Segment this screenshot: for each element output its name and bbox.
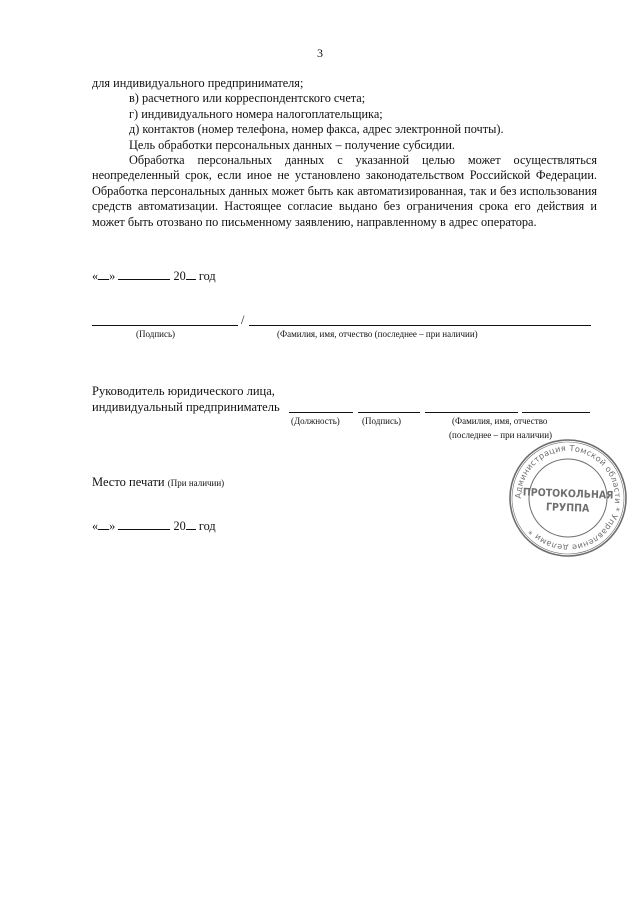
head-signature-underline bbox=[358, 412, 420, 413]
page-number: 3 bbox=[317, 46, 323, 60]
head-label-line-2: индивидуальный предприниматель bbox=[92, 399, 280, 414]
consent-body bbox=[92, 76, 597, 230]
seal-label: Место печати bbox=[92, 475, 165, 489]
head-name-caption-1: (Фамилия, имя, отчество bbox=[452, 416, 548, 426]
purpose-paragraph: Цель обработки персональных данных – получение субсидии. bbox=[129, 137, 456, 152]
signature-caption: (Подпись) bbox=[136, 329, 176, 339]
name-underline bbox=[249, 325, 591, 326]
head-signature-caption: (Подпись) bbox=[362, 416, 402, 426]
seal-place bbox=[92, 475, 224, 490]
date-line-1: « » 20 год bbox=[92, 269, 216, 283]
head-label bbox=[92, 384, 280, 415]
svg-text:ПРОТОКОЛЬНАЯ: ПРОТОКОЛЬНАЯ bbox=[522, 486, 614, 502]
processing-paragraph: Обработка персональных данных с указанной целью может осуществляться неопределенный срок, если иное не установлено законодательством Российской Федерации. Обработка персональных данных может быть как автоматизированная, так и без использования средств автоматизации. Настоящее согласие выдано без ограничения срока его действия и может быть отозвано по письменному заявлению, направленному в адрес оператора. bbox=[92, 153, 597, 229]
head-name-underline-1 bbox=[425, 412, 518, 413]
svg-text:ГРУППА: ГРУППА bbox=[545, 501, 590, 515]
signature-slash: / bbox=[241, 313, 245, 327]
name-caption: (Фамилия, имя, отчество (последнее – при наличии) bbox=[277, 329, 478, 339]
signature-underline bbox=[92, 325, 238, 326]
svg-text:Администрация Томской области: Администрация Томской области * Управление делами * bbox=[512, 442, 624, 554]
seal-note: (При наличии) bbox=[167, 478, 225, 488]
head-label-line-1: Руководитель юридического лица, bbox=[92, 384, 275, 398]
position-underline bbox=[289, 412, 353, 413]
body-line-individual: для индивидуального предпринимателя; bbox=[92, 76, 304, 90]
head-name-caption-2: (последнее – при наличии) bbox=[449, 430, 553, 440]
list-item-account: в) расчетного или корреспондентского счета; bbox=[129, 91, 366, 106]
head-name-underline-2 bbox=[522, 412, 590, 413]
list-item-inn: г) индивидуального номера налогоплательщика; bbox=[129, 106, 383, 121]
official-stamp bbox=[506, 436, 630, 560]
list-item-contacts: д) контактов (номер телефона, номер факса, адрес электронной почты). bbox=[129, 122, 504, 137]
date-line-2: « » 20 год bbox=[92, 519, 216, 533]
position-caption: (Должность) bbox=[291, 416, 340, 426]
